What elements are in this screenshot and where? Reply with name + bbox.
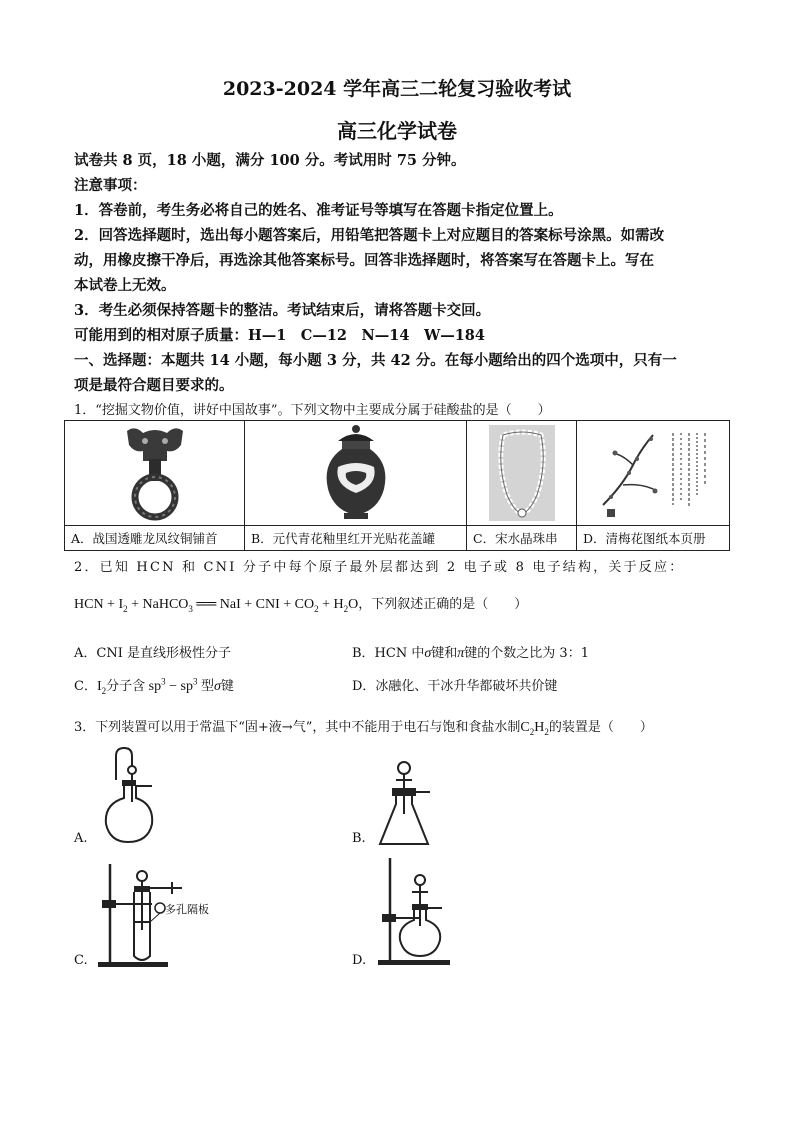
- q1-image-cell-a: [65, 421, 245, 526]
- apparatus-b-label: B.: [352, 831, 366, 846]
- note-3: 3．考生必须保持答题卡的整洁。考试结束后，请将答题卡交回。: [74, 302, 491, 319]
- acetylene-formula: $C_2H_2$: [520, 720, 549, 737]
- iodine-formula: $I_2$: [96, 679, 107, 696]
- q1-option-b[interactable]: B．元代青花釉里红开光贴花盖罐: [245, 526, 467, 551]
- q1-option-a[interactable]: A．战国透雕龙凤纹铜铺首: [65, 526, 245, 551]
- q1-image-cell-d: [577, 421, 730, 526]
- apparatus-a-label: A.: [74, 831, 88, 846]
- sigma-symbol: σ: [424, 646, 432, 661]
- q1-option-c[interactable]: C．宋水晶珠串: [467, 526, 577, 551]
- exam-title: 2023-2024 学年高三二轮复习验收考试: [222, 78, 572, 100]
- crystal-bead-string-icon: [489, 425, 555, 521]
- sp3-sp3-notation: $sp^3 - sp^3$: [145, 676, 198, 694]
- pi-symbol: π: [457, 646, 465, 661]
- section-heading-line-2: 项是最符合题目要求的。: [74, 377, 234, 394]
- blue-white-jar-icon: [316, 423, 396, 523]
- apparatus-b-icon[interactable]: [374, 758, 434, 848]
- q2-stem-tail: ，下列叙述正确的是（ ）: [358, 597, 528, 612]
- q1-stem: 1．“挖掘文物价值，讲好中国故事”。下列文物中主要成分属于硅酸盐的是（ ）: [74, 403, 551, 418]
- q2-option-a[interactable]: A．CNI 是直线形极性分子: [74, 646, 231, 661]
- note-1: 1．答卷前，考生务必将自己的姓名、准考证号等填写在答题卡指定位置上。: [74, 202, 563, 219]
- q2-option-c-pre: C．: [74, 679, 97, 694]
- exam-intro: 试卷共 8 页，18 小题，满分 100 分。考试用时 75 分钟。: [74, 152, 466, 169]
- reaction-equation: HCN + $I_2$ + NaHCO$_3$ ══ NaI + CNI + $CO_2 + H_2O$: [74, 597, 359, 614]
- q3-stem-pre: 3．下列装置可以用于常温下“固+液→气”，其中不能用于电石与饱和食盐水制: [74, 720, 521, 735]
- note-2-line-2: 动，用橡皮擦干净后，再选涂其他答案标号。回答非选择题时，将答案写在答题卡上。写在: [74, 252, 654, 269]
- q2-equation: [74, 593, 527, 614]
- q2-option-b[interactable]: [352, 642, 589, 662]
- exam-subtitle: 高三化学试卷: [337, 119, 457, 143]
- q2-option-c-end: 键: [220, 679, 234, 694]
- q2-stem: 2．已知 HCN 和 CNI 分子中每个原子最外层都达到 2 电子或 8 电子结构，关于反应：: [74, 560, 685, 575]
- apparatus-d-icon[interactable]: [376, 856, 456, 968]
- q2-option-c-tail: 型: [200, 679, 214, 694]
- q1-artifact-table: [64, 420, 730, 551]
- apparatus-c-label: C.: [74, 953, 88, 968]
- q2-option-b-mid1: 键和: [431, 646, 458, 661]
- q1-image-cell-b: [245, 421, 467, 526]
- q3-stem-post: 的装置是（ ）: [548, 720, 653, 735]
- sigma-symbol-c: σ: [213, 679, 221, 694]
- bronze-door-knocker-icon: [115, 423, 195, 523]
- note-2-line-3: 本试卷上无效。: [74, 277, 176, 294]
- section-heading-line-1: 一、选择题：本题共 14 小题，每小题 3 分，共 42 分。在每小题给出的四个选项中，只有一: [74, 352, 677, 369]
- apparatus-d-label: D.: [352, 953, 367, 968]
- q2-option-c[interactable]: [74, 675, 234, 696]
- notes-heading: 注意事项：: [74, 177, 147, 194]
- q2-option-d[interactable]: D．冰融化、干冰升华都破坏共价键: [352, 679, 558, 694]
- atomic-masses: 可能用到的相对原子质量：H—1 C—12 N—14 W—184: [74, 327, 485, 344]
- note-2-line-1: 2．回答选择题时，选出每小题答案后，用铅笔把答题卡上对应题目的答案标号涂黑。如需改: [74, 227, 665, 244]
- q2-option-b-pre: B．HCN 中: [352, 646, 425, 661]
- porous-plate-label: 多孔隔板: [165, 903, 209, 916]
- q1-option-d[interactable]: D．清梅花图纸本页册: [577, 526, 730, 551]
- apparatus-a-icon[interactable]: [96, 746, 166, 846]
- q2-option-b-mid2: 键的个数之比为 3：1: [464, 646, 589, 661]
- plum-blossom-painting-icon: [593, 425, 713, 521]
- q2-option-c-mid: 分子含: [106, 679, 146, 694]
- q3-stem: [74, 716, 653, 737]
- q1-image-cell-c: [467, 421, 577, 526]
